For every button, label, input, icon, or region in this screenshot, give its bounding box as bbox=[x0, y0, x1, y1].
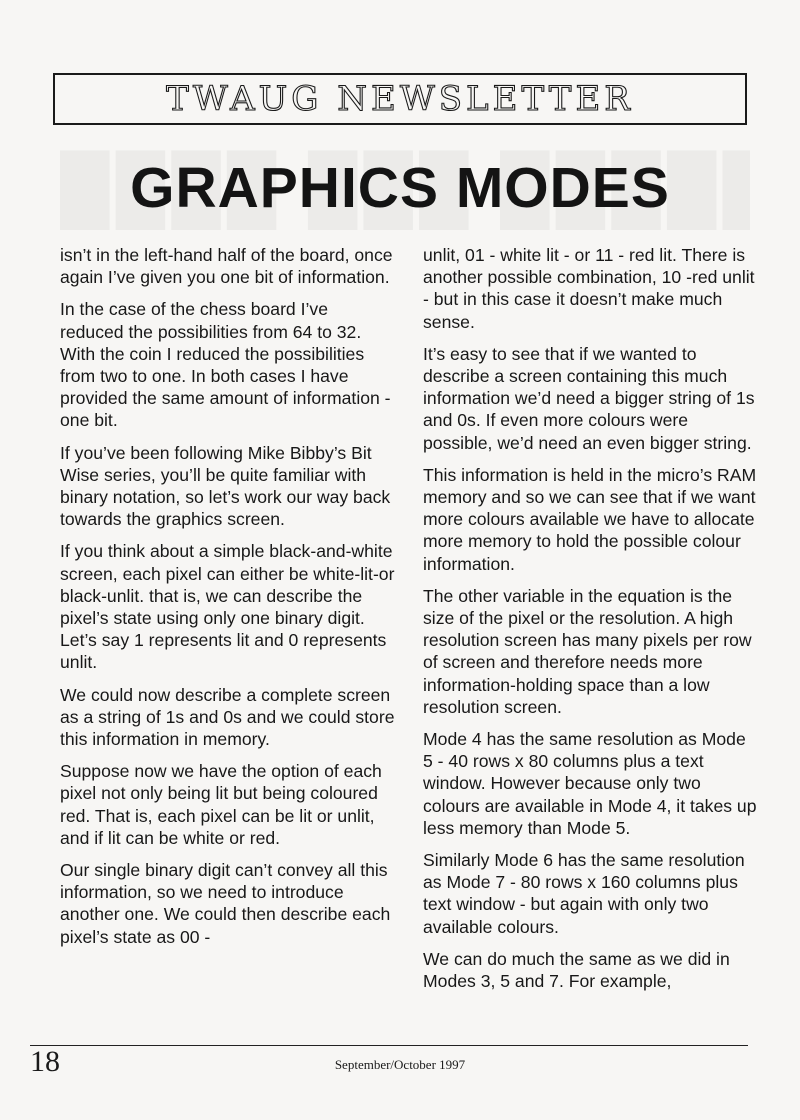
paragraph: The other variable in the equation is the size of the pixel or the resolution. A high resolution screen has many pixels per row of screen and therefore needs more information-holding space than a low resolution screen. bbox=[423, 585, 752, 717]
paragraph: Mode 4 has the same resolution as Mode 5 - 40 rows x 80 columns plus a text window. However because only two colours are available in Mode 4, it takes up less memory than Mode 5. bbox=[423, 729, 757, 838]
paragraph: Similarly Mode 6 has the same resolution as Mode 7 - 80 rows x 160 columns plus text window - but again with only two available colours. bbox=[423, 850, 745, 937]
paragraph: We could now describe a complete screen as a string of 1s and 0s and we could store this information in memory. bbox=[60, 684, 395, 750]
paragraph: It’s easy to see that if we wanted to describe a screen containing this much information we’d need a bigger string of 1s and 0s. If even more colours were possible, we’d need an even bigger string. bbox=[423, 343, 755, 453]
paragraph: We can do much the same as we did in Modes 3, 5 and 7. For example, bbox=[423, 948, 730, 992]
paragraph: unlit, 01 - white lit - or 11 - red lit. There is another possible combination, 10 -red unlit - but in this case it doesn’t make much sense. bbox=[423, 245, 755, 332]
paragraph: Suppose now we have the option of each pixel not only being lit but being coloured red. That is, each pixel can be lit or unlit, and if lit can be white or red. bbox=[60, 761, 382, 848]
right-column bbox=[423, 244, 759, 1002]
paragraph: Our single binary digit can’t convey all this information, so we need to introduce another one. We could then describe each pixel’s state as 00 - bbox=[60, 860, 391, 947]
article-headline: GRAPHICS MODES bbox=[130, 156, 670, 220]
paragraph: If you’ve been following Mike Bibby’s Bit Wise series, you’ll be quite familiar with binary notation, so let’s work our way back towards the graphics screen. bbox=[60, 442, 391, 530]
paragraph: If you think about a simple black-and-white screen, each pixel can either be white-lit-or black-unlit. that is, we can describe the pixel’s state using only one binary digit. Let’s say 1 represents lit and 0 represents unlit. bbox=[60, 541, 395, 673]
paragraph: In the case of the chess board I’ve reduced the possibilities from 64 to 32. With the coin I reduced the possibilities from two to one. In both cases I have provided the same amount of information - one bit. bbox=[60, 299, 391, 431]
left-column bbox=[60, 244, 396, 958]
newsletter-masthead bbox=[53, 73, 747, 125]
paragraph: isn’t in the left-hand half of the board, once again I’ve given you one bit of information. bbox=[60, 245, 393, 288]
page-number: 18 bbox=[30, 1045, 60, 1078]
paragraph: This information is held in the micro’s RAM memory and so we can see that if we want more colours available we have to allocate more memory to hold the possible colour information. bbox=[423, 464, 757, 574]
footer-divider bbox=[30, 1045, 748, 1046]
issue-date: September/October 1997 bbox=[334, 1057, 466, 1072]
masthead-title: TWAUG NEWSLETTER bbox=[166, 79, 634, 119]
